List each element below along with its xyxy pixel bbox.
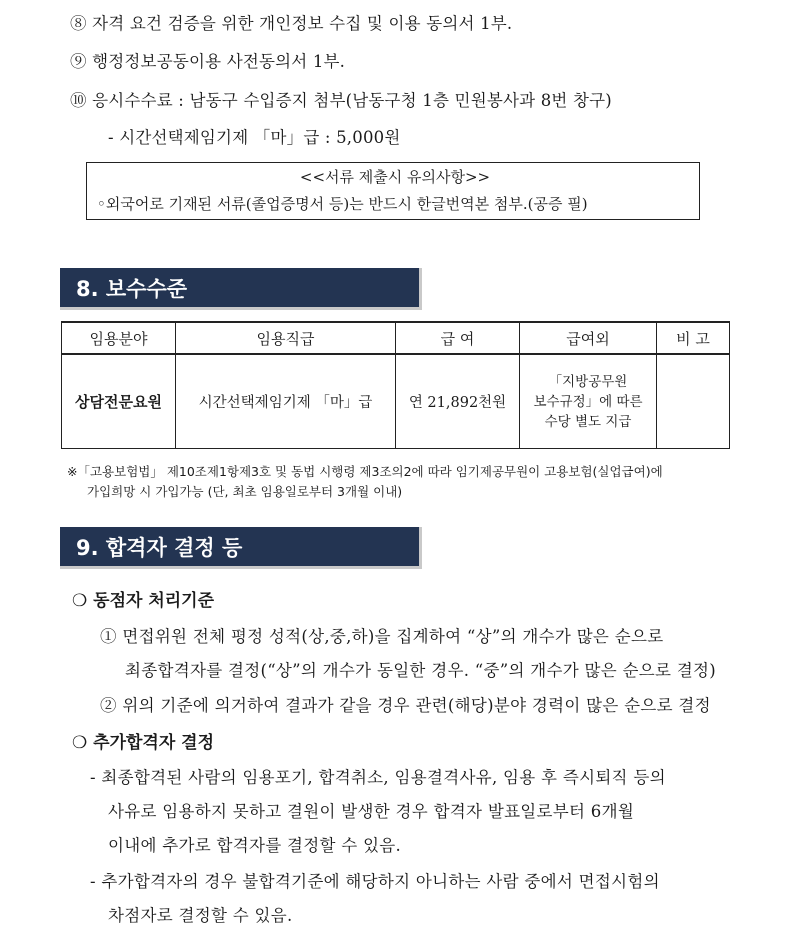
footnote-line1: ※「고용보험법」 제10조제1항제3호 및 동법 시행령 제3조의2에 따라 임기제공무원이 고용보험(실업급여)에 (67, 464, 663, 479)
list-item-8: ⑧ 자격 요건 검증을 위한 개인정보 수집 및 이용 동의서 1부. (70, 14, 513, 33)
section-9-heading: 9. 합격자 결정 등 (60, 527, 422, 569)
cell-grade: 시간선택제임기제 「마」급 (176, 354, 396, 449)
table-row (62, 354, 730, 449)
header-salary: 급 여 (396, 322, 520, 354)
additional-para1-line2: 사유로 임용하지 못하고 결원이 발생한 경우 합격자 발표일로부터 6개월 (108, 802, 635, 821)
additional-heading: ❍ 추가합격자 결정 (72, 733, 215, 753)
cell-extra (520, 354, 657, 449)
header-grade: 임용직급 (176, 322, 396, 354)
cell-field: 상담전문요원 (62, 354, 176, 449)
footnote-line2: 가입희망 시 가입가능 (단, 최초 임용일로부터 3개월 이내) (87, 484, 403, 499)
cell-salary: 연 21,892천원 (396, 354, 520, 449)
cell-extra-line1: 「지방공무원 (548, 373, 628, 390)
list-item-10: ⑩ 응시수수료 : 남동구 수입증지 첨부(남동구청 1층 민원봉사과 8번 창구) (70, 91, 612, 110)
header-extra: 급여외 (520, 322, 657, 354)
additional-para1-line3: 이내에 추가로 합격자를 결정할 수 있음. (108, 836, 402, 855)
section-8-heading: 8. 보수수준 (60, 268, 422, 310)
salary-table (61, 321, 730, 449)
additional-para2-line1: - 추가합격자의 경우 불합격기준에 해당하지 아니하는 사람 중에서 면접시험의 (90, 872, 660, 891)
table-header-row (62, 322, 730, 354)
cell-extra-line3: 수당 별도 지급 (544, 413, 632, 430)
tie-rule-item2: ② 위의 기준에 의거하여 결과가 같을 경우 관련(해당)분야 경력이 많은 순으로 결정 (100, 696, 711, 715)
tie-rule-item1-line1: ① 면접위원 전체 평정 성적(상,중,하)을 집계하여 “상”의 개수가 많은 순으로 (100, 627, 664, 646)
header-remark: 비 고 (657, 322, 730, 354)
cell-remark (657, 354, 730, 449)
list-subitem-fee: - 시간선택제임기제 「마」급 : 5,000원 (108, 128, 401, 147)
notice-text: ◦외국어로 기재된 서류(졸업증명서 등)는 반드시 한글번역본 첨부.(공증 필) (97, 195, 588, 213)
footnote (67, 462, 663, 502)
additional-para1-line1: - 최종합격된 사람의 임용포기, 합격취소, 임용결격사유, 임용 후 즉시퇴직 등의 (90, 768, 666, 787)
notice-box (86, 162, 700, 220)
header-field: 임용분야 (62, 322, 176, 354)
notice-title: <<서류 제출시 유의사항>> (299, 168, 491, 186)
tie-rule-item1-line2: 최종합격자를 결정(“상”의 개수가 동일한 경우. “중”의 개수가 많은 순으로 결정) (125, 661, 717, 680)
additional-para2-line2: 차점자로 결정할 수 있음. (108, 906, 293, 925)
tie-rule-heading: ❍ 동점자 처리기준 (72, 591, 215, 611)
cell-extra-line2: 보수규정」에 따른 (533, 393, 643, 410)
list-item-9: ⑨ 행정정보공동이용 사전동의서 1부. (70, 52, 346, 71)
